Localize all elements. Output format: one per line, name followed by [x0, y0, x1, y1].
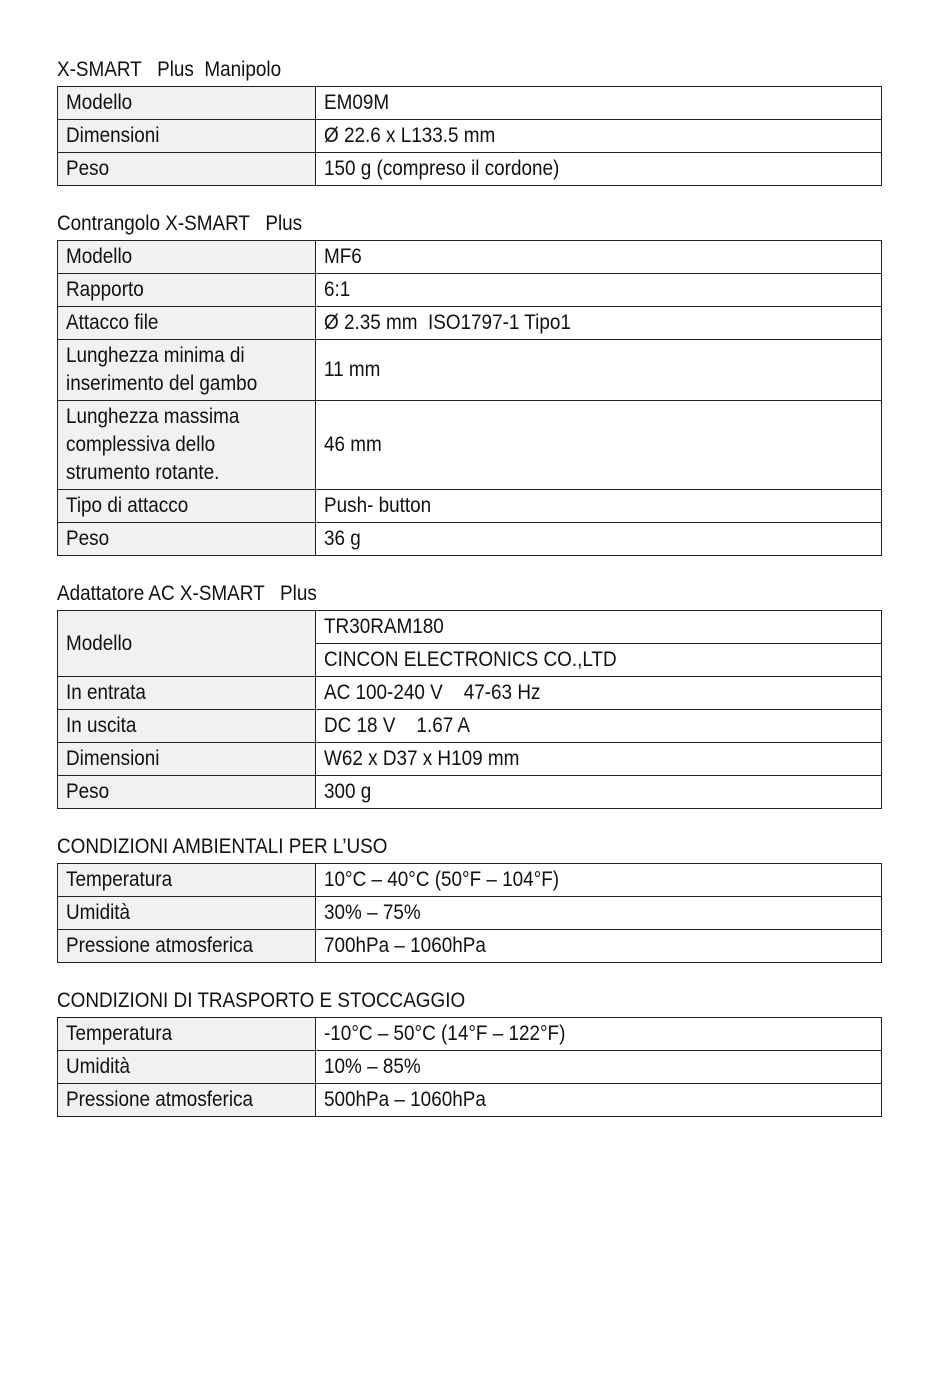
spec-table — [57, 863, 882, 963]
row-value: 36 g — [324, 527, 361, 550]
section-title: Adattatore AC X-SMART Plus — [57, 582, 317, 605]
spec-table — [57, 610, 882, 809]
table-row — [58, 340, 882, 401]
row-value: CINCON ELECTRONICS CO.,LTD — [324, 648, 617, 671]
section-contra-angle — [57, 210, 882, 556]
table-row — [58, 1051, 882, 1084]
row-value: 10°C – 40°C (50°F – 104°F) — [324, 868, 560, 891]
table-row — [58, 1084, 882, 1117]
row-value: MF6 — [324, 245, 362, 268]
row-label: Peso — [66, 157, 110, 180]
section-handpiece — [57, 56, 882, 186]
row-label: Attacco file — [66, 311, 159, 334]
row-label: Peso — [66, 527, 110, 550]
row-value: 10% – 85% — [324, 1055, 421, 1078]
table-row — [58, 153, 882, 186]
row-value: -10°C – 50°C (14°F – 122°F) — [324, 1022, 566, 1045]
row-label: Modello — [66, 91, 133, 114]
row-label: In uscita — [66, 714, 137, 737]
table-row — [58, 930, 882, 963]
table-row — [58, 401, 882, 490]
row-value: DC 18 V 1.67 A — [324, 714, 471, 737]
row-label: In entrata — [66, 681, 146, 704]
table-row — [58, 864, 882, 897]
table-row — [58, 897, 882, 930]
spec-table — [57, 240, 882, 556]
row-value: 500hPa – 1060hPa — [324, 1088, 486, 1111]
spec-table — [57, 1017, 882, 1117]
row-value: AC 100-240 V 47-63 Hz — [324, 681, 541, 704]
row-value: EM09M — [324, 91, 390, 114]
table-row — [58, 120, 882, 153]
row-label: Lunghezza massima complessiva dello strumento rotante. — [66, 405, 240, 484]
table-row — [58, 307, 882, 340]
table-row — [58, 677, 882, 710]
table-row — [58, 274, 882, 307]
table-row — [58, 1018, 882, 1051]
table-row — [58, 523, 882, 556]
row-label: Dimensioni — [66, 747, 160, 770]
row-value: 700hPa – 1060hPa — [324, 934, 486, 957]
table-row — [58, 490, 882, 523]
row-value: 30% – 75% — [324, 901, 421, 924]
spec-document — [57, 56, 882, 1141]
section-title: X-SMART Plus Manipolo — [57, 58, 282, 81]
row-label: Modello — [66, 631, 133, 655]
row-label: Temperatura — [66, 868, 173, 891]
row-label: Tipo di attacco — [66, 494, 189, 517]
row-value: Push- button — [324, 494, 432, 517]
row-value: 6:1 — [324, 278, 351, 301]
section-transport-storage — [57, 987, 882, 1117]
row-value: Ø 2.35 mm ISO1797-1 Tipo1 — [324, 311, 571, 334]
table-row — [58, 241, 882, 274]
row-label: Pressione atmosferica — [66, 1088, 253, 1111]
section-ac-adapter — [57, 580, 882, 809]
row-value: 46 mm — [324, 433, 382, 456]
spec-table — [57, 86, 882, 186]
table-row — [58, 611, 882, 644]
row-label: Lunghezza minima di inserimento del gambo — [66, 344, 258, 395]
row-label: Rapporto — [66, 278, 144, 301]
section-title: CONDIZIONI AMBIENTALI PER L’USO — [57, 835, 388, 858]
table-row — [58, 87, 882, 120]
table-row — [58, 710, 882, 743]
row-label: Dimensioni — [66, 124, 160, 147]
row-label: Umidità — [66, 1055, 131, 1078]
row-value: Ø 22.6 x L133.5 mm — [324, 124, 496, 147]
row-value: W62 x D37 x H109 mm — [324, 747, 520, 770]
row-label: Temperatura — [66, 1022, 173, 1045]
table-row — [58, 776, 882, 809]
section-operating-conditions — [57, 833, 882, 963]
row-label: Peso — [66, 780, 110, 803]
section-title: Contrangolo X-SMART Plus — [57, 212, 303, 235]
row-value: 11 mm — [324, 358, 381, 381]
row-value: TR30RAM180 — [324, 615, 444, 638]
row-value: 300 g — [324, 780, 372, 803]
row-label: Pressione atmosferica — [66, 934, 253, 957]
row-label: Umidità — [66, 901, 131, 924]
table-row — [58, 743, 882, 776]
section-title: CONDIZIONI DI TRASPORTO E STOCCAGGIO — [57, 989, 466, 1012]
row-label: Modello — [66, 245, 133, 268]
row-value: 150 g (compreso il cordone) — [324, 157, 560, 180]
